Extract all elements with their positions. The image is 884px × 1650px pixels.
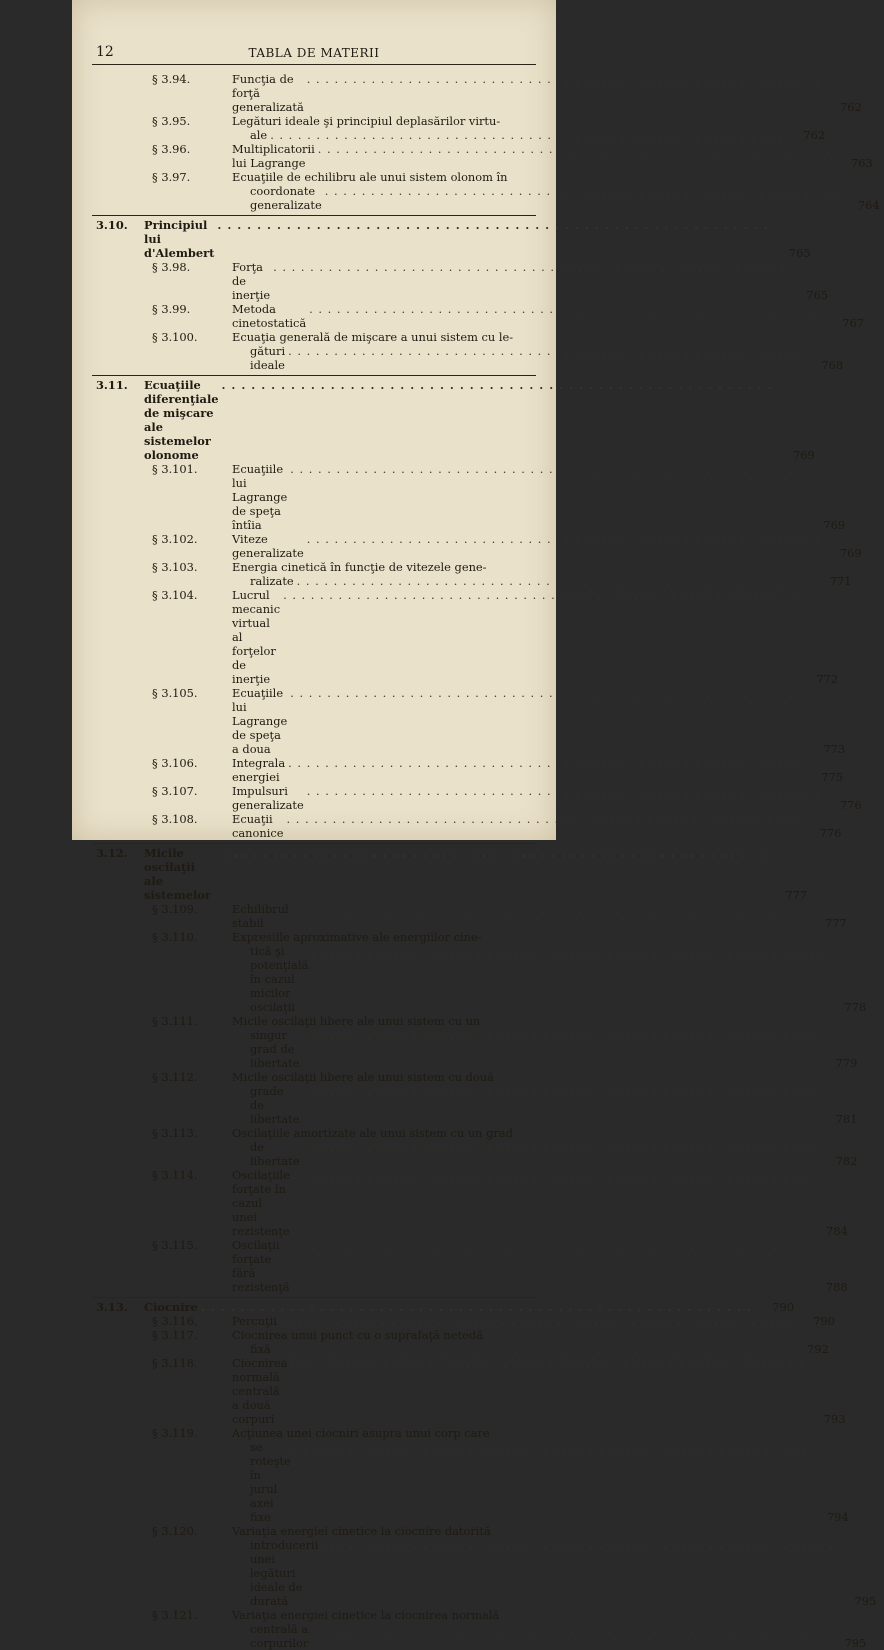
chapter-page: 769	[792, 448, 815, 462]
chapter-number: 3.11.	[96, 378, 128, 392]
section-number: § 3.104.	[152, 588, 198, 602]
section-page: 769	[823, 518, 846, 532]
section-number: § 3.113.	[152, 1126, 198, 1140]
chapter-title	[144, 846, 771, 902]
section-number: § 3.98.	[152, 260, 191, 274]
section-number: § 3.115.	[152, 1238, 198, 1252]
section-page: 768	[821, 358, 843, 372]
section-title-line	[232, 1328, 787, 1342]
section-title-text: fixă	[250, 1342, 271, 1356]
section-entry	[92, 142, 873, 170]
section-entry	[92, 72, 862, 114]
section-title-text: Ecuaţii canonice	[232, 812, 284, 840]
section-number: § 3.103.	[152, 560, 198, 574]
section-page: 762	[803, 128, 826, 142]
section-title	[232, 114, 789, 142]
toc-group	[92, 375, 862, 840]
chapter-title-line	[144, 218, 769, 260]
section-title-text: ralizate	[250, 574, 294, 588]
section-title-line	[232, 930, 824, 944]
section-title-line	[232, 1608, 824, 1622]
section-title	[232, 902, 811, 930]
section-title-line	[232, 1014, 815, 1028]
section-title-text: Oscilaţiile amortizate ale unui sistem cu un grad	[232, 1126, 513, 1140]
section-entry	[92, 1126, 858, 1168]
section-title-text: Ecuaţia generală de mişcare a unui sistem cu le-	[232, 330, 514, 344]
section-page: 777	[824, 916, 847, 930]
section-number: § 3.95.	[152, 114, 191, 128]
section-page: 769	[839, 546, 862, 560]
chapter-entry	[92, 378, 815, 462]
section-number: § 3.102.	[152, 532, 198, 546]
section-page: 790	[813, 1314, 835, 1328]
leader-dots: . . . . . . . . . . . . . . . . . . . . . . . . . . . . . . . . . . . . . . . . . . . . . . . . . . . . . . . .	[311, 944, 825, 958]
section-title-text: Percuţii	[232, 1314, 277, 1328]
section-number: § 3.97.	[152, 170, 191, 184]
section-entry	[92, 1168, 848, 1238]
leader-dots: . . . . . . . . . . . . . . . . . . . . . . . . . . . . . . . . . . . . . . . . . . . . . . . . . . . . . . . .	[291, 902, 805, 916]
section-title-text: Viteze generalizate	[232, 532, 304, 560]
section-title-text: Multiplicatorii lui Lagrange	[232, 142, 315, 170]
section-title-text: singur grad de libertate	[250, 1028, 300, 1070]
section-title-text: gături ideale	[250, 344, 286, 372]
section-entry	[92, 588, 838, 686]
section-entry	[92, 114, 826, 142]
section-entry	[92, 812, 842, 840]
leader-dots: . . . . . . . . . . . . . . . . . . . . . . . . . . . . . . . . . . . . . . . . . . . . . . . . . . . . . . . .	[302, 1140, 816, 1154]
section-title	[232, 302, 828, 330]
section-title-line	[232, 686, 803, 756]
section-title-text: Micile oscilaţii libere ale unui sistem cu două	[232, 1070, 494, 1084]
section-number: § 3.106.	[152, 756, 198, 770]
section-title-line	[232, 1440, 807, 1524]
section-title-line	[232, 560, 810, 574]
section-number: § 3.108.	[152, 812, 198, 826]
section-title-line	[232, 756, 801, 784]
section-page: 795	[854, 1594, 877, 1608]
book-page	[72, 0, 880, 1650]
leader-dots: . . . . . . . . . . . . . . . . . . . . . . . . . . . . . . . . . . . . . . . . . . . . . . . . . . . . . . . .	[217, 218, 769, 232]
section-title	[232, 1328, 793, 1356]
section-title	[232, 930, 830, 1014]
section-entry	[92, 1524, 877, 1608]
section-entry	[92, 1314, 835, 1328]
section-entry	[92, 686, 846, 756]
leader-dots: . . . . . . . . . . . . . . . . . . . . . . . . . . . . . . . . . . . . . . . . . . . . . . . . . . . . . . . .	[292, 1238, 806, 1252]
section-page: 764	[857, 198, 880, 212]
section-page: 795	[844, 1636, 867, 1650]
section-number: § 3.111.	[152, 1014, 198, 1028]
section-title-text: Ecuaţiile lui Lagrange de speţa întîia	[232, 462, 288, 532]
section-title-text: Ecuaţiile lui Lagrange de speţa a doua	[232, 686, 288, 756]
chapter-title-line	[144, 1300, 752, 1314]
section-title-line	[232, 260, 786, 302]
section-title-text: Variaţia energiei cinetice la ciocnire datorită	[232, 1524, 491, 1538]
chapter-entry	[92, 218, 811, 260]
chapter-page: 765	[788, 246, 811, 260]
leader-dots: . . . . . . . . . . . . . . . . . . . . . . . . . . . . . . . . . . . . . . . . . . . . . . . . . . . . . . . .	[321, 1538, 835, 1552]
section-title	[232, 588, 802, 686]
section-entry	[92, 756, 844, 784]
section-title-line	[232, 344, 801, 372]
chapter-title-text: Ecuaţiile diferenţiale de mişcare ale sistemelor olonome	[144, 378, 219, 462]
leader-dots: . . . . . . . . . . . . . . . . . . . . . . . . . . . . . . . . . . . . . . . . . . . . . . . . . . . . . . . .	[200, 1300, 752, 1314]
section-title-line	[232, 1238, 806, 1294]
leader-dots: . . . . . . . . . . . . . . . . . . . . . . . . . . . . . . . . . . . . . . . . . . . . . . . . . . . . . . . .	[273, 1342, 787, 1356]
leader-dots: . . . . . . . . . . . . . . . . . . . . . . . . . . . . . . . . . . . . . . . . . . . . . . . . . . . . . . . .	[324, 184, 838, 198]
section-entry	[92, 1014, 858, 1070]
section-number: § 3.94.	[152, 72, 191, 86]
section-title-line	[232, 72, 820, 114]
section-title-text: Energia cinetică în funcţie de vitezele gene-	[232, 560, 487, 574]
section-entry	[92, 1608, 867, 1650]
leader-dots: . . . . . . . . . . . . . . . . . . . . . . . . . . . . . . . . . . . . . . . . . . . . . . . . . . . . . . . .	[302, 1028, 816, 1042]
section-title-line	[232, 1070, 815, 1084]
section-title-line	[232, 1622, 824, 1650]
section-title	[232, 1314, 799, 1328]
section-page: 778	[844, 1000, 867, 1014]
chapter-number: 3.13.	[96, 1300, 128, 1314]
leader-dots: . . . . . . . . . . . . . . . . . . . . . . . . . . . . . . . . . . . . . . . . . . . . . . . . . . . . . . . .	[290, 686, 804, 700]
section-title-text: Legături ideale şi principiul deplasărilor virtu-	[232, 114, 501, 128]
chapter-entry	[92, 846, 808, 902]
leader-dots: . . . . . . . . . . . . . . . . . . . . . . . . . . . . . . . . . . . . . . . . . . . . . . . . . . . . . . . .	[290, 1356, 804, 1370]
section-number: § 3.119.	[152, 1426, 198, 1440]
section-page: 784	[826, 1224, 848, 1238]
leader-dots: . . . . . . . . . . . . . . . . . . . . . . . . . . . . . . . . . . . . . . . . . . . . . . . . . . . . . . . .	[302, 1084, 816, 1098]
section-entry	[92, 170, 880, 212]
chapter-number: 3.12.	[96, 846, 128, 860]
section-number: § 3.110.	[152, 930, 198, 944]
section-title-line	[232, 1356, 803, 1426]
section-title	[232, 532, 826, 560]
section-number: § 3.114.	[152, 1168, 198, 1182]
section-title-text: Micile oscilaţii libere ale unui sistem cu un	[232, 1014, 481, 1028]
section-entry	[92, 784, 862, 812]
section-title	[232, 142, 837, 170]
section-page: 773	[823, 742, 846, 756]
section-page: 794	[826, 1510, 849, 1524]
leader-dots: . . . . . . . . . . . . . . . . . . . . . . . . . . . . . . . . . . . . . . . . . . . . . . . . . . . . . . . .	[270, 128, 784, 142]
section-title-line	[232, 902, 805, 930]
chapter-title-text: Micile oscilaţii ale sistemelor	[144, 846, 211, 902]
section-title-line	[232, 1028, 815, 1070]
section-number: § 3.121.	[152, 1608, 198, 1622]
chapter-title	[144, 218, 775, 260]
section-page: 779	[835, 1056, 858, 1070]
section-number: § 3.101.	[152, 462, 198, 476]
section-title	[232, 1524, 840, 1608]
section-title-line	[232, 574, 810, 588]
section-title-line	[232, 1084, 815, 1126]
leader-dots: . . . . . . . . . . . . . . . . . . . . . . . . . . . . . . . . . . . . . . . . . . . . . . . . . . . . . . . .	[311, 1622, 825, 1636]
section-entry	[92, 302, 865, 330]
toc-group	[92, 215, 865, 372]
section-title	[232, 1426, 813, 1524]
section-title-line	[232, 784, 820, 812]
section-page: 776	[839, 798, 862, 812]
section-title-line	[232, 184, 838, 212]
chapter-number: 3.10.	[96, 218, 128, 232]
section-page: 793	[823, 1412, 846, 1426]
section-entry	[92, 1070, 858, 1126]
chapter-title	[144, 378, 779, 462]
leader-dots: . . . . . . . . . . . . . . . . . . . . . . . . . . . . . . . . . . . . . . . . . . . . . . . . . . . . . . . .	[306, 532, 820, 546]
section-page: 772	[816, 672, 838, 686]
section-title-text: Echilibrul stabil	[232, 902, 289, 930]
section-entry	[92, 462, 846, 532]
section-number: § 3.109.	[152, 902, 198, 916]
section-page: 792	[806, 1342, 829, 1356]
section-page: 776	[819, 826, 842, 840]
section-title-line	[232, 532, 820, 560]
section-page: 763	[850, 156, 873, 170]
section-number: § 3.117.	[152, 1328, 198, 1342]
leader-dots: . . . . . . . . . . . . . . . . . . . . . . . . . . . . . . . . . . . . . . . . . . . . . . . . . . . . . . . .	[293, 1440, 807, 1454]
table-of-contents	[92, 72, 880, 1650]
leader-dots: . . . . . . . . . . . . . . . . . . . . . . . . . . . . . . . . . . . . . . . . . . . . . . . . . . . . . . . .	[306, 784, 820, 798]
section-title-text: Forţa de inerţie	[232, 260, 271, 302]
section-title-text: Oscilaţii forţate fără rezistenţă	[232, 1238, 290, 1294]
section-entry	[92, 330, 843, 372]
section-title-text: Variaţia energiei cinetice la ciocnirea normală	[232, 1608, 500, 1622]
section-title-text: Lucrul mecanic virtual al forţelor de inerţie	[232, 588, 281, 686]
section-number: § 3.100.	[152, 330, 198, 344]
section-title-text: coordonate generalizate	[250, 184, 322, 212]
leader-dots: . . . . . . . . . . . . . . . . . . . . . . . . . . . . . . . . . . . . . . . . . . . . . . . . . . . . . . . .	[288, 344, 801, 358]
chapter-title-text: Principiul lui d'Alembert	[144, 218, 215, 260]
section-title-text: Integrala energiei	[232, 756, 286, 784]
section-page: 762	[839, 100, 862, 114]
section-title	[232, 330, 807, 372]
section-title	[232, 812, 805, 840]
section-title	[232, 784, 826, 812]
section-number: § 3.99.	[152, 302, 191, 316]
section-entry	[92, 1328, 829, 1356]
leader-dots: . . . . . . . . . . . . . . . . . . . . . . . . . . . . . . . . . . . . . . . . . . . . . . . . . . . . . . . .	[290, 462, 804, 476]
section-title	[232, 1168, 812, 1238]
section-title-text: se roteşte în jurul axei fixe	[250, 1440, 291, 1524]
section-entry	[92, 902, 847, 930]
page-header	[92, 42, 536, 65]
chapter-title-text: Ciocnire	[144, 1300, 198, 1314]
section-title-line	[232, 1524, 834, 1538]
section-page: 767	[842, 316, 865, 330]
chapter-title	[144, 1300, 758, 1314]
section-title-text: Oscilaţiile forţate în cazul unei rezistenţe	[232, 1168, 290, 1238]
chapter-title-line	[144, 378, 773, 462]
section-title-line	[232, 170, 838, 184]
section-title-line	[232, 128, 783, 142]
section-page: 765	[806, 288, 829, 302]
section-title-line	[232, 588, 796, 686]
section-title-line	[232, 812, 799, 840]
leader-dots: . . . . . . . . . . . . . . . . . . . . . . . . . . . . . . . . . . . . . . . . . . . . . . . . . . . . . . . .	[292, 1168, 806, 1182]
section-title-text: ale	[250, 128, 268, 142]
chapter-title-line	[144, 846, 765, 902]
toc-group	[92, 1297, 877, 1650]
section-title	[232, 1014, 821, 1070]
leader-dots: . . . . . . . . . . . . . . . . . . . . . . . . . . . . . . . . . . . . . . . . . . . . . . . . . . . . . . . .	[221, 378, 773, 392]
section-title-line	[232, 944, 824, 1014]
leader-dots: . . . . . . . . . . . . . . . . . . . . . . . . . . . . . . . . . . . . . . . . . . . . . . . . . . . . . . . .	[213, 846, 766, 860]
section-title-text: centrală a corpurilor	[250, 1622, 309, 1650]
section-number: § 3.118.	[152, 1356, 198, 1370]
section-title-line	[232, 1342, 787, 1356]
section-page: 781	[835, 1112, 858, 1126]
section-title	[232, 1356, 809, 1426]
section-title-text: Ciocnirea normală centrală a două corpuri	[232, 1356, 288, 1426]
section-entry	[92, 560, 852, 588]
section-title	[232, 1238, 812, 1294]
section-title-text: Ecuaţiile de echilibru ale unui sistem olonom în	[232, 170, 508, 184]
section-number: § 3.116.	[152, 1314, 198, 1328]
section-title-text: Funcţia de forţă generalizată	[232, 72, 304, 114]
chapter-page: 777	[785, 888, 808, 902]
section-page: 771	[829, 574, 852, 588]
section-title-text: Expresiile aproximative ale energiilor cine-	[232, 930, 482, 944]
leader-dots: . . . . . . . . . . . . . . . . . . . . . . . . . . . . . . . . . . . . . . . . . . . . . . . . . . . . . . . .	[306, 72, 820, 86]
section-entry	[92, 1356, 846, 1426]
section-title	[232, 560, 816, 588]
section-page: 775	[821, 770, 844, 784]
section-title-text: grade de libertate	[250, 1084, 300, 1126]
section-title-line	[232, 302, 822, 330]
leader-dots: . . . . . . . . . . . . . . . . . . . . . . . . . . . . . . . . . . . . . . . . . . . . . . . . . . . . . . . .	[317, 142, 831, 156]
section-number: § 3.107.	[152, 784, 198, 798]
section-title	[232, 756, 807, 784]
section-title	[232, 260, 792, 302]
section-title-line	[232, 1126, 815, 1140]
section-title	[232, 1608, 830, 1650]
section-title	[232, 462, 809, 532]
section-entry	[92, 930, 867, 1014]
section-title-line	[232, 142, 831, 170]
section-entry	[92, 1238, 848, 1294]
section-title-line	[232, 1140, 815, 1168]
section-title-line	[232, 462, 803, 532]
section-title-text: Metoda cinetostatică	[232, 302, 307, 330]
section-page: 788	[825, 1280, 848, 1294]
section-title-text: de libertate	[250, 1140, 300, 1168]
chapter-page: 790	[772, 1300, 794, 1314]
leader-dots: . . . . . . . . . . . . . . . . . . . . . . . . . . . . . . . . . . . . . . . . . . . . . . . . . . . . . . . .	[273, 260, 787, 274]
section-entry	[92, 260, 829, 302]
section-title-text: tică şi potenţială în cazul micilor oscilaţii	[250, 944, 309, 1014]
toc-group	[92, 843, 867, 1294]
section-number: § 3.120.	[152, 1524, 198, 1538]
running-title: TABLA DE MATERII	[248, 46, 380, 60]
section-title-text: introducerii unei legături ideale de durată	[250, 1538, 319, 1608]
section-number: § 3.112.	[152, 1070, 198, 1084]
toc-group	[92, 72, 880, 212]
leader-dots: . . . . . . . . . . . . . . . . . . . . . . . . . . . . . . . . . . . . . . . . . . . . . . . . . . . . . . . .	[286, 812, 800, 826]
page-number: 12	[96, 44, 114, 60]
leader-dots: . . . . . . . . . . . . . . . . . . . . . . . . . . . . . . . . . . . . . . . . . . . . . . . . . . . . . . . .	[296, 574, 810, 588]
leader-dots: . . . . . . . . . . . . . . . . . . . . . . . . . . . . . . . . . . . . . . . . . . . . . . . . . . . . . . . .	[279, 1314, 793, 1328]
section-title	[232, 1126, 821, 1168]
section-entry	[92, 1426, 849, 1524]
section-title-line	[232, 1314, 793, 1328]
section-title	[232, 686, 809, 756]
section-page: 782	[835, 1154, 858, 1168]
section-title	[232, 170, 844, 212]
section-title	[232, 72, 826, 114]
section-title-text: Acţiunea unei ciocniri asupra unui corp care	[232, 1426, 490, 1440]
section-title-line	[232, 1426, 807, 1440]
section-number: § 3.96.	[152, 142, 191, 156]
section-entry	[92, 532, 862, 560]
leader-dots: . . . . . . . . . . . . . . . . . . . . . . . . . . . . . . . . . . . . . . . . . . . . . . . . . . . . . . . .	[309, 302, 823, 316]
section-number: § 3.105.	[152, 686, 198, 700]
leader-dots: . . . . . . . . . . . . . . . . . . . . . . . . . . . . . . . . . . . . . . . . . . . . . . . . . . . . . . . .	[283, 588, 796, 602]
section-title-line	[232, 330, 801, 344]
section-title	[232, 1070, 821, 1126]
chapter-entry	[92, 1300, 794, 1314]
leader-dots: . . . . . . . . . . . . . . . . . . . . . . . . . . . . . . . . . . . . . . . . . . . . . . . . . . . . . . . .	[288, 756, 802, 770]
section-title-text: Impulsuri generalizate	[232, 784, 304, 812]
section-title-line	[232, 1168, 806, 1238]
section-title-text: Ciocnirea unui punct cu o suprafaţă netedă	[232, 1328, 483, 1342]
section-title-line	[232, 114, 783, 128]
section-title-line	[232, 1538, 834, 1608]
